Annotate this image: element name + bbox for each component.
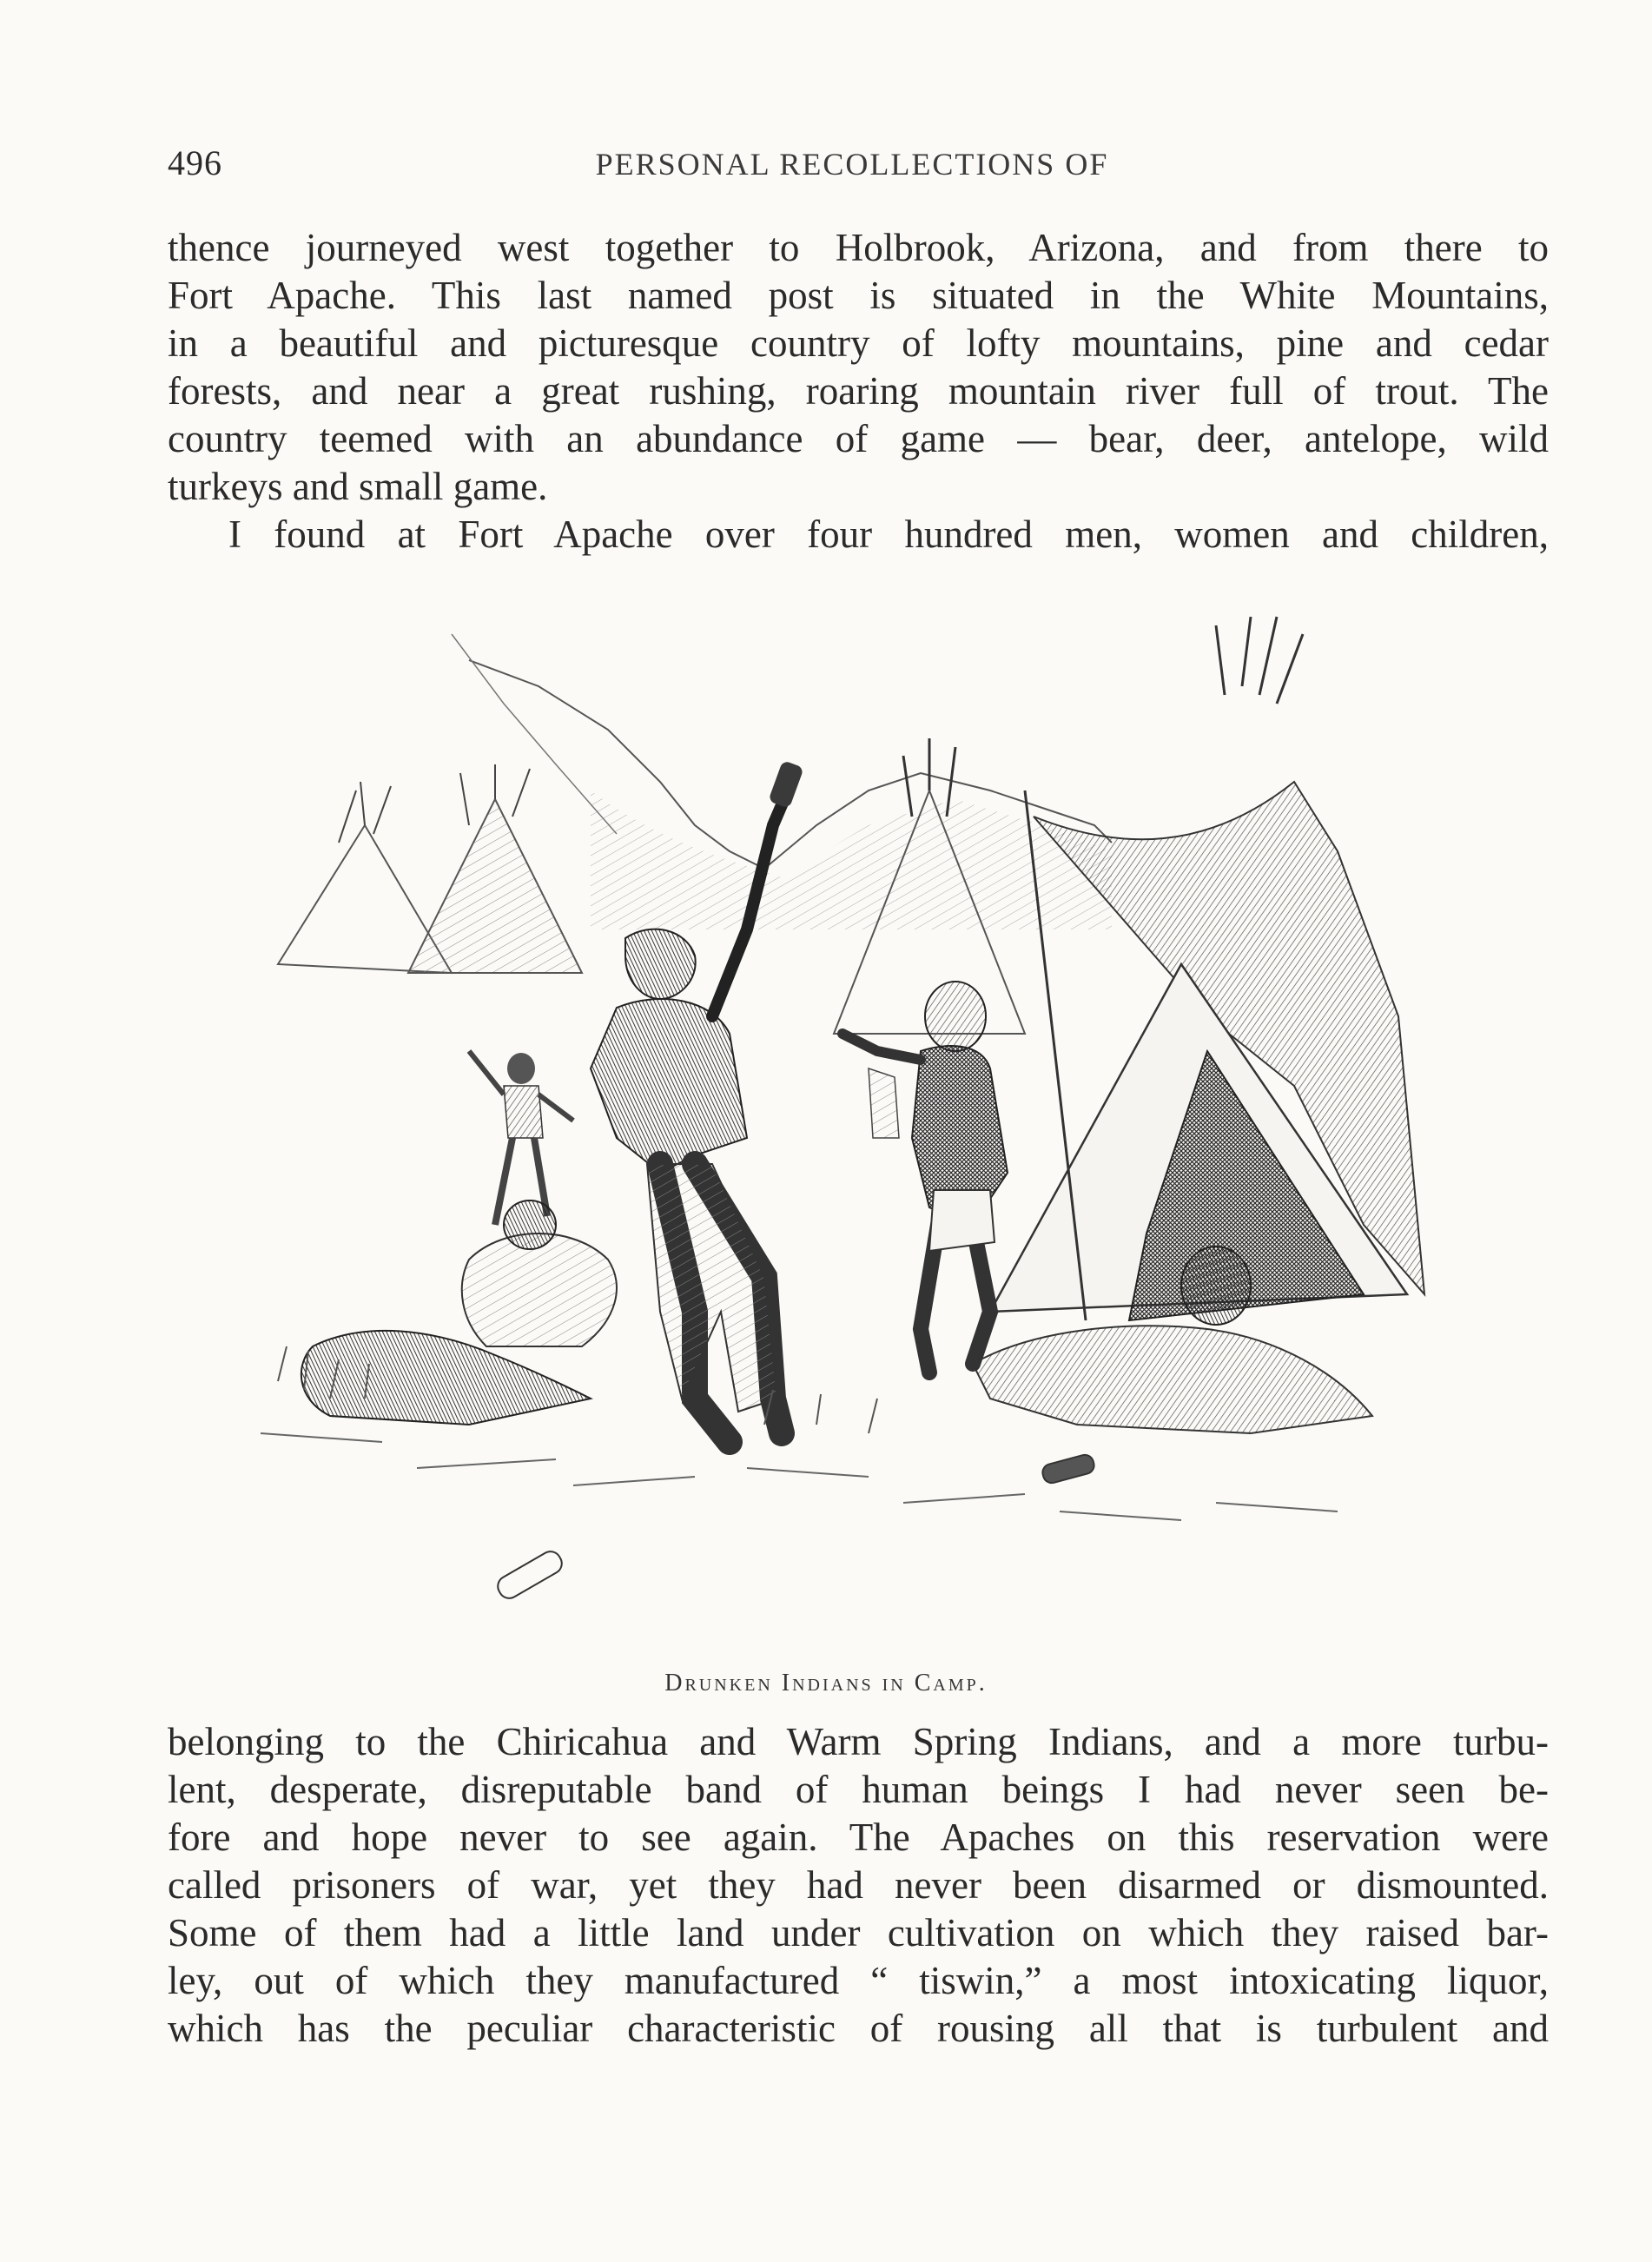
text-line: country teemed with an abundance of game — bear, deer, antelope, wild xyxy=(168,417,1549,460)
page-number: 496 xyxy=(168,143,222,182)
text-line: called prisoners of war, yet they had never been disarmed or dismounted. xyxy=(168,1863,1549,1907)
text-line: Some of them had a little land under cultivation on which they raised bar- xyxy=(168,1911,1549,1954)
text-line: which has the peculiar characteristic of rousing all that is turbulent and xyxy=(168,2007,1549,2050)
text-line: ley, out of which they manufactured “ tiswin,” a most intoxicating liquor, xyxy=(168,1959,1549,2002)
text-line: fore and hope never to see again. The Apaches on this reservation were xyxy=(168,1816,1549,1859)
text-line: in a beautiful and picturesque country of lofty mountains, pine and cedar xyxy=(168,321,1549,365)
running-head: PERSONAL RECOLLECTIONS OF xyxy=(595,147,1109,182)
paragraph-1 xyxy=(168,224,1549,559)
engraving-drawing xyxy=(208,565,1494,1668)
text-line: belonging to the Chiricahua and Warm Spring Indians, and a more turbu- xyxy=(168,1720,1549,1763)
text-line: I found at Fort Apache over four hundred men, women and children, xyxy=(228,513,1549,556)
figure-caption: Drunken Indians in Camp. xyxy=(664,1670,988,1696)
engraving-illustration xyxy=(208,565,1494,1668)
text-line: thence journeyed west together to Holbrook, Arizona, and from there to xyxy=(168,226,1549,269)
text-line: turkeys and small game. xyxy=(168,465,548,508)
text-line: Fort Apache. This last named post is situated in the White Mountains, xyxy=(168,274,1549,317)
text-line: forests, and near a great rushing, roaring mountain river full of trout. The xyxy=(168,369,1549,413)
paragraph-2 xyxy=(168,1718,1549,2053)
text-line: lent, desperate, disreputable band of human beings I had never seen be- xyxy=(168,1768,1549,1811)
